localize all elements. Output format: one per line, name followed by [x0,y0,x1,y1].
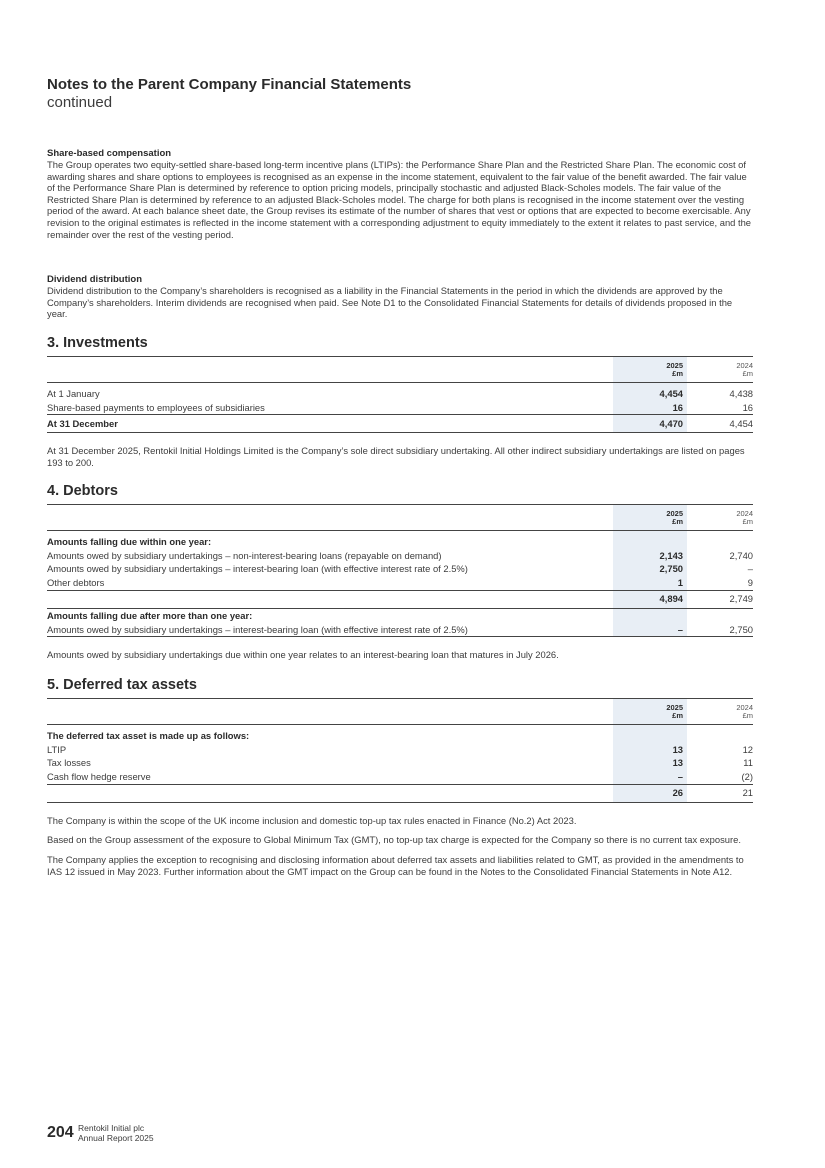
share-based-text: The Group operates two equity-settled share-based long-term incentive plans (LTIPs): the Performance Share Plan and the Restricted Share Plan. The economic cost of awarding shares and share options to employees is recognised as an expense in the income statement, equivalent to the fair value of the benefit awarded. The fair value of the Performance Share Plan is determined by reference to option pricing models, principally stochastic and adjusted Black-Scholes models. The fair value of the Restricted Share Plan is determined by reference to an adjusted Black-Scholes model. The charge for both plans is recognised in the income statement over the vesting period of the award. At each balance sheet date, the Group revises its estimate of the number of shares that vest or options that are expected to become exercisable. Any revision to the original estimates is reflected in the income statement with a corresponding adjustment to equity immediately to the extent it relates to past service, and the remainder over the rest of the vesting period. [47,159,752,240]
deferred-tax-note-1: The Company is within the scope of the UK income inclusion and domestic top-up tax rules enacted in Finance (No.2) Act 2023. [47,814,577,826]
table-subtotal-row: 4,894 2,749 [47,590,753,608]
col-2025-header: 2025 £m [613,505,687,531]
deferred-tax-note-3: The Company applies the exception to recognising and disclosing information about deferred tax assets and liabilities related to GMT, as provided in the amendments to IAS 12 issued in May 2023. Further information about the GMT impact on the Group can be found in the Notes to the Consolidated Financial Statements in Note A12. [47,854,744,877]
investments-heading: 3. Investments [47,335,148,351]
investments-table [47,356,753,433]
col-2024-header: 2024 £m [687,699,753,725]
deferred-tax-note-2: Based on the Group assessment of the exposure to Global Minimum Tax (GMT), no top-up tax charge is expected for the Company so there is no current tax exposure. [47,834,741,846]
share-based-heading: Share-based compensation [47,148,172,159]
share-based-section [47,148,753,240]
page-subtitle: continued [47,94,113,111]
table-header [47,505,753,531]
debtors-table [47,504,753,637]
table-row: Cash flow hedge reserve – (2) [47,770,753,784]
page-title: Notes to the Parent Company Financial Statements [47,76,412,93]
table-row: Share-based payments to employees of subsidiaries 16 16 [47,401,753,415]
col-2025-header: 2025 £m [613,699,687,725]
company-name: Rentokil Initial plc [78,1123,145,1133]
table-row: Amounts owed by subsidiary undertakings – interest-bearing loan (with effective interest rate of 2.5%) – 2,750 [47,623,753,637]
table-subheading-row: The deferred tax asset is made up as follows: [47,729,753,743]
page-number: 204 [47,1124,74,1141]
investments-note: At 31 December 2025, Rentokil Initial Holdings Limited is the Company’s sole direct subsidiary undertaking. All other indirect subsidiary undertakings are listed on pages 193 to 200. [47,445,745,468]
deferred-tax-heading: 5. Deferred tax assets [47,677,197,693]
table-row: Amounts owed by subsidiary undertakings – non-interest-bearing loans (repayable on demand) 2,143 2,740 [47,549,753,561]
table-row: Other debtors 1 9 [47,576,753,590]
table-row: Amounts owed by subsidiary undertakings – interest-bearing loan (with effective interest rate of 2.5%) 2,750 – [47,563,753,575]
table-row: Tax losses 13 11 [47,757,753,769]
dividend-text: Dividend distribution to the Company’s shareholders is recognised as a liability in the Financial Statements in the period in which the dividends are approved by the Company’s shareholders. Interim dividends are recognised when paid. See Note D1 to the Consolidated Financial Statements for details of dividends proposed in the year. [47,285,733,320]
table-header [47,699,753,725]
table-header [47,357,753,383]
dividend-heading: Dividend distribution [47,274,142,285]
table-row: LTIP 13 12 [47,743,753,755]
debtors-note: Amounts owed by subsidiary undertakings due within one year relates to an interest-bearing loan that matures in July 2026. [47,649,559,661]
deferred-tax-section [47,677,753,877]
dividend-section [47,274,753,320]
col-2025-header: 2025 £m [613,357,687,383]
debtors-heading: 4. Debtors [47,483,118,499]
table-row: At 1 January 4,454 4,438 [47,388,753,399]
publication-info [78,1123,154,1143]
table-total-row: At 31 December 4,470 4,454 [47,415,753,433]
table-subheading-row: Amounts falling due within one year: [47,535,753,549]
col-2024-header: 2024 £m [687,505,753,531]
report-name: Annual Report 2025 [78,1133,154,1143]
debtors-section [47,483,753,661]
col-2024-header: 2024 £m [687,357,753,383]
table-subheading-row: Amounts falling due after more than one year: [47,608,753,622]
deferred-tax-table [47,698,753,803]
investments-section [47,335,753,469]
table-total-row: 26 21 [47,784,753,802]
